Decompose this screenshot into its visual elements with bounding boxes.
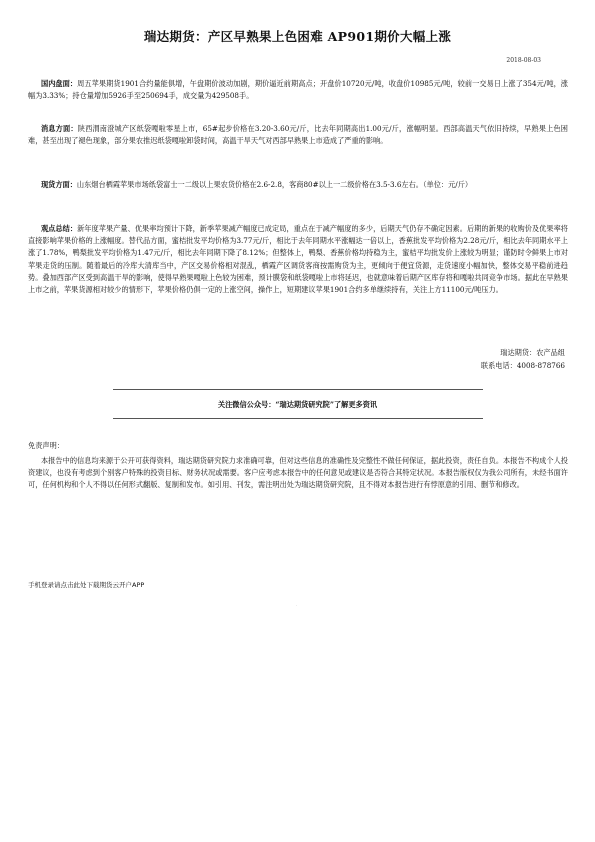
page-marker: · — [296, 603, 298, 608]
app-download-link[interactable]: 手机登录请点击此处下载期货云开户APP — [28, 581, 145, 589]
signature-org: 瑞达期货：农产品组 — [500, 348, 565, 357]
report-date: 2018-08-03 — [506, 57, 541, 64]
section-summary — [28, 223, 568, 296]
section-text: 陕西渭南澄城产区纸袋嘎啦零星上市，65#起步价格在3.20-3.60元/斤，比去年同期高出1.00元/斤，涨幅明显。西部高温天气依旧持续，早熟果上色困难，甚至出现了褪色现象，部分果农推迟纸袋嘎啦卸袋时间，高温干旱天气对西部早熟果上市造成了严重的影响。 — [28, 124, 568, 146]
signature-block — [481, 346, 565, 372]
section-label: 国内盘面： — [40, 79, 78, 88]
divider-top — [113, 389, 483, 390]
section-label: 观点总结： — [40, 224, 78, 233]
follow-wechat-notice: 关注微信公众号：“瑞达期货研究院”了解更多资讯 — [217, 400, 378, 409]
section-text: 新年度苹果产量、优果率均预计下降，新季苹果减产幅度已成定局，重点在于减产幅度的多少，后期天气仍存不确定因素。后期的新果的收购价及优果率将直接影响苹果价格的上涨幅度。替代品方面，蜜桔批发平均价格为3.77元/斤，相比于去年同期水平涨幅达一倍以上，香蕉批发平均价格为2.28元/斤，相比去年同期水平上涨了1.78%，鸭梨批发平均价格为1.47元/斤，相比去年同期下降了8.12%；但整体上，鸭梨、香蕉价格均持稳为主，蜜桔平均批发价上涨较为明显；谨防时令鲜果上市对苹果走货的压制。随着最后的冷库大清库当中，产区交易价格相对混乱，栖霞产区调货客商按需购货为主，更倾向于便宜货源，走货速度小幅加快，整体交易平稳前进趋势。叠加西部产区受到高温干旱的影响，使得早熟果嘎啦上色较为困难，预计膜袋和纸袋嘎啦上市将延迟，也就意味着后期产区库存将和嘎啦共同竞争市场。据此在早熟果上市之前，苹果货源相对较少的情形下，苹果价格仍俱一定的上涨空间，操作上，短期建议苹果1901合约多单继续持有，关注上方11100元/吨压力。 — [28, 224, 568, 295]
section-label: 现货方面： — [40, 180, 77, 189]
section-news — [28, 123, 568, 147]
disclaimer-title: 免责声明： — [28, 441, 64, 450]
divider-bottom — [113, 418, 483, 419]
section-text: 周五苹果期货1901合约量能俱增，午盘期价波动加剧，期价逼近前期高点；开盘价10720元/吨，收盘价10985元/吨，较前一交易日上涨了354元/吨，涨幅为3.33%；持仓量增加5926手至250694手，成交量为429508手。 — [28, 79, 568, 101]
report-title: 瑞达期货：产区早熟果上色困难 AP901期价大幅上涨 — [143, 29, 452, 44]
section-spot — [28, 179, 568, 191]
section-domestic-market — [28, 78, 568, 102]
section-text: 山东烟台栖霞苹果市场纸袋富士一二级以上果农货价格在2.6-2.8，客商80#以上一二级价格在3.5-3.6左右。（单位：元/斤） — [76, 180, 473, 189]
section-label: 消息方面： — [40, 124, 78, 133]
disclaimer-text: 本报告中的信息均来源于公开可获得资料，瑞达期货研究院力求准确可靠，但对这些信息的准确性及完整性不做任何保证，据此投资，责任自负。本报告不构成个人投资建议，也没有考虑到个别客户特殊的投资目标、财务状况或需要。客户应考虑本报告中的任何意见或建议是否符合其特定状况。本报告版权仅为我公司所有，未经书面许可，任何机构和个人不得以任何形式翻版、复制和发布。如引用、刊发，需注明出处为瑞达期货研究院，且不得对本报告进行有悖原意的引用、删节和修改。 — [28, 456, 568, 490]
signature-phone: 联系电话：4008-878766 — [480, 361, 565, 370]
